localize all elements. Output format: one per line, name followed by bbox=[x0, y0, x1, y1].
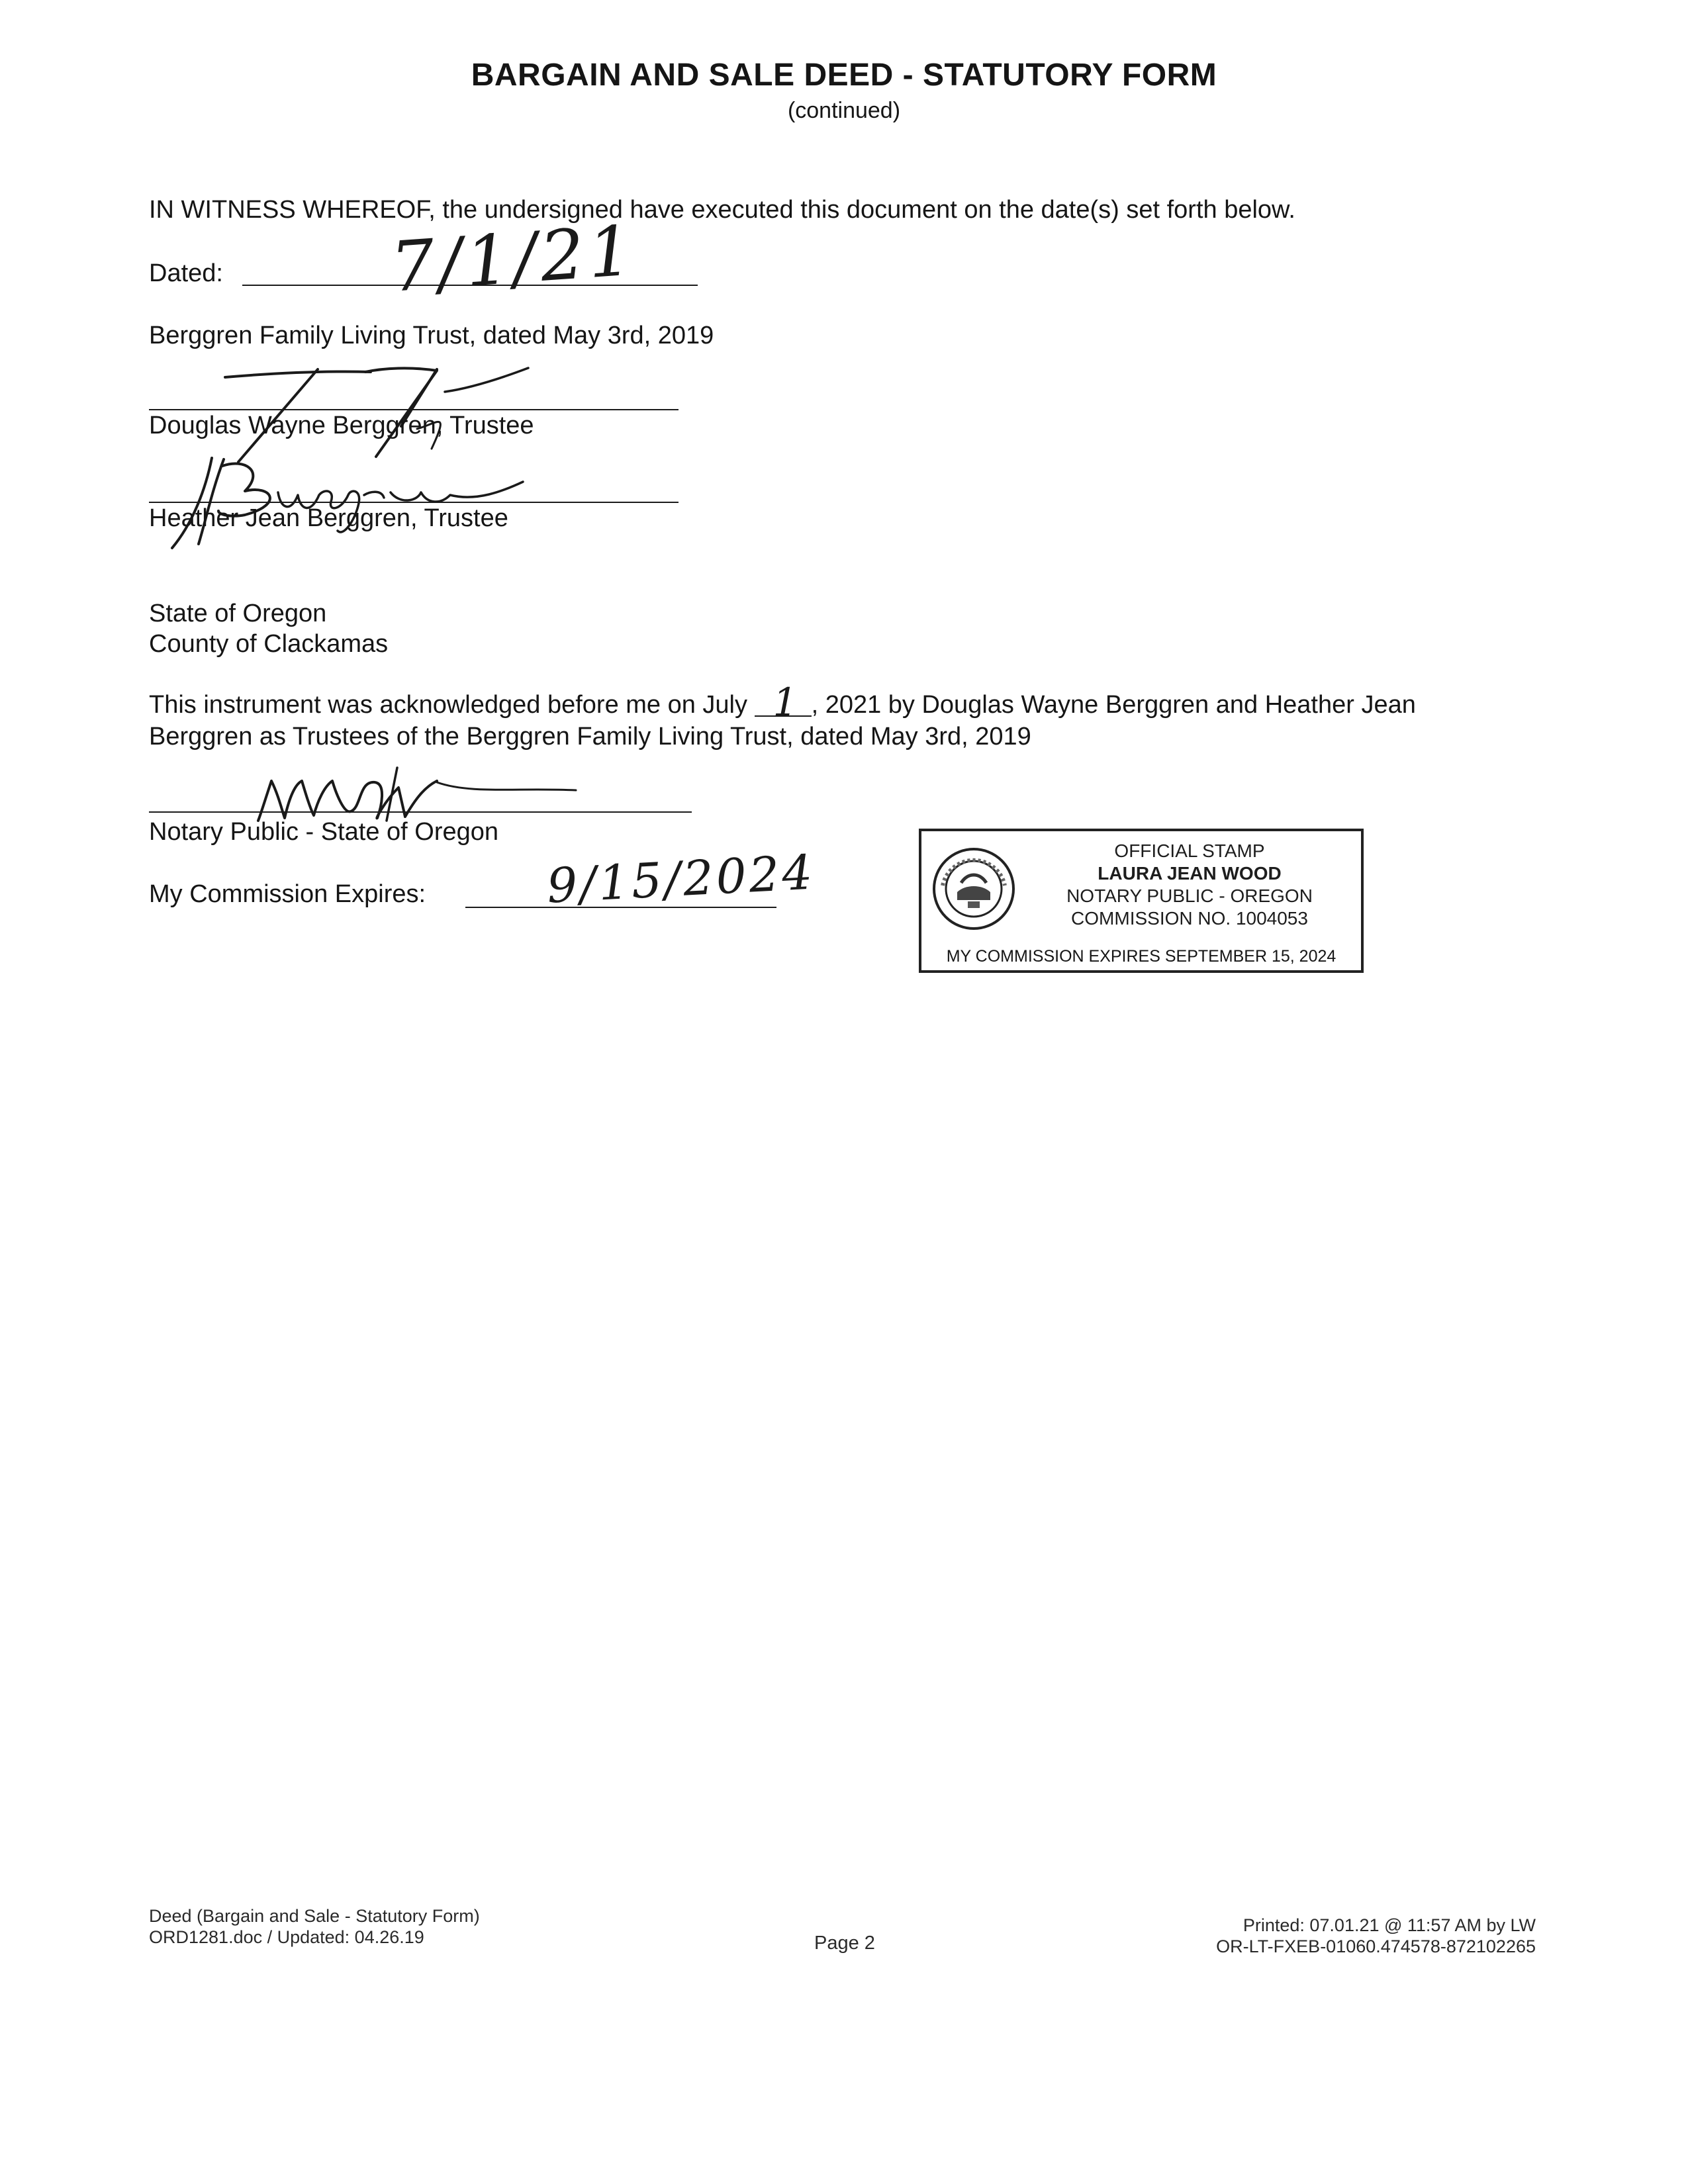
acknowledgment-day-handwritten: 1 bbox=[773, 680, 798, 725]
stamp-title: OFFICIAL STAMP bbox=[1114, 841, 1265, 861]
heather-berggren-signature bbox=[146, 451, 530, 551]
acknowledgment-line1 bbox=[149, 680, 1416, 725]
stamp-notary-name: LAURA JEAN WOOD bbox=[1098, 863, 1282, 884]
commission-expires-label: My Commission Expires: bbox=[149, 880, 426, 908]
signer1-name: Douglas Wayne Berggren, Trustee bbox=[149, 412, 534, 439]
acknowledgment-text-pre: This instrument was acknowledged before me on July bbox=[149, 691, 748, 719]
footer-printed: Printed: 07.01.21 @ 11:57 AM by LW bbox=[1243, 1915, 1536, 1935]
footer-file-updated: ORD1281.doc / Updated: 04.26.19 bbox=[149, 1927, 424, 1947]
commission-expires-handwritten: 9/15/2024 bbox=[545, 844, 817, 914]
oregon-state-seal-icon bbox=[931, 846, 1017, 932]
acknowledgment-day-blank bbox=[755, 680, 812, 725]
acknowledgment-line2: Berggren as Trustees of the Berggren Family Living Trust, dated May 3rd, 2019 bbox=[149, 723, 1031, 751]
dated-handwritten-value: 7/1/21 bbox=[388, 210, 639, 308]
signer2-name: Heather Jean Berggren, Trustee bbox=[149, 504, 508, 532]
stamp-commission-expiry: MY COMMISSION EXPIRES SEPTEMBER 15, 2024 bbox=[946, 947, 1336, 966]
document-subtitle: (continued) bbox=[787, 98, 901, 123]
trust-name: Berggren Family Living Trust, dated May 3rd, 2019 bbox=[149, 322, 714, 349]
venue-state: State of Oregon bbox=[149, 600, 327, 627]
footer-form-name: Deed (Bargain and Sale - Statutory Form) bbox=[149, 1906, 480, 1926]
venue-county: County of Clackamas bbox=[149, 630, 389, 658]
stamp-notary-public: NOTARY PUBLIC - OREGON bbox=[1066, 886, 1313, 906]
dated-label: Dated: bbox=[149, 259, 223, 287]
notary-public-label: Notary Public - State of Oregon bbox=[149, 818, 499, 846]
notary-signature bbox=[245, 754, 589, 827]
footer-order-number: OR-LT-FXEB-01060.474578-872102265 bbox=[1216, 1936, 1536, 1956]
stamp-commission-number: COMMISSION NO. 1004053 bbox=[1071, 908, 1308, 929]
document-title: BARGAIN AND SALE DEED - STATUTORY FORM bbox=[471, 58, 1217, 93]
footer-page-number: Page 2 bbox=[814, 1933, 875, 1954]
witness-statement: IN WITNESS WHEREOF, the undersigned have executed this document on the date(s) set forth below. bbox=[149, 196, 1295, 224]
acknowledgment-text-post: , 2021 by Douglas Wayne Berggren and Heather Jean bbox=[811, 691, 1416, 719]
official-notary-stamp bbox=[919, 829, 1364, 973]
